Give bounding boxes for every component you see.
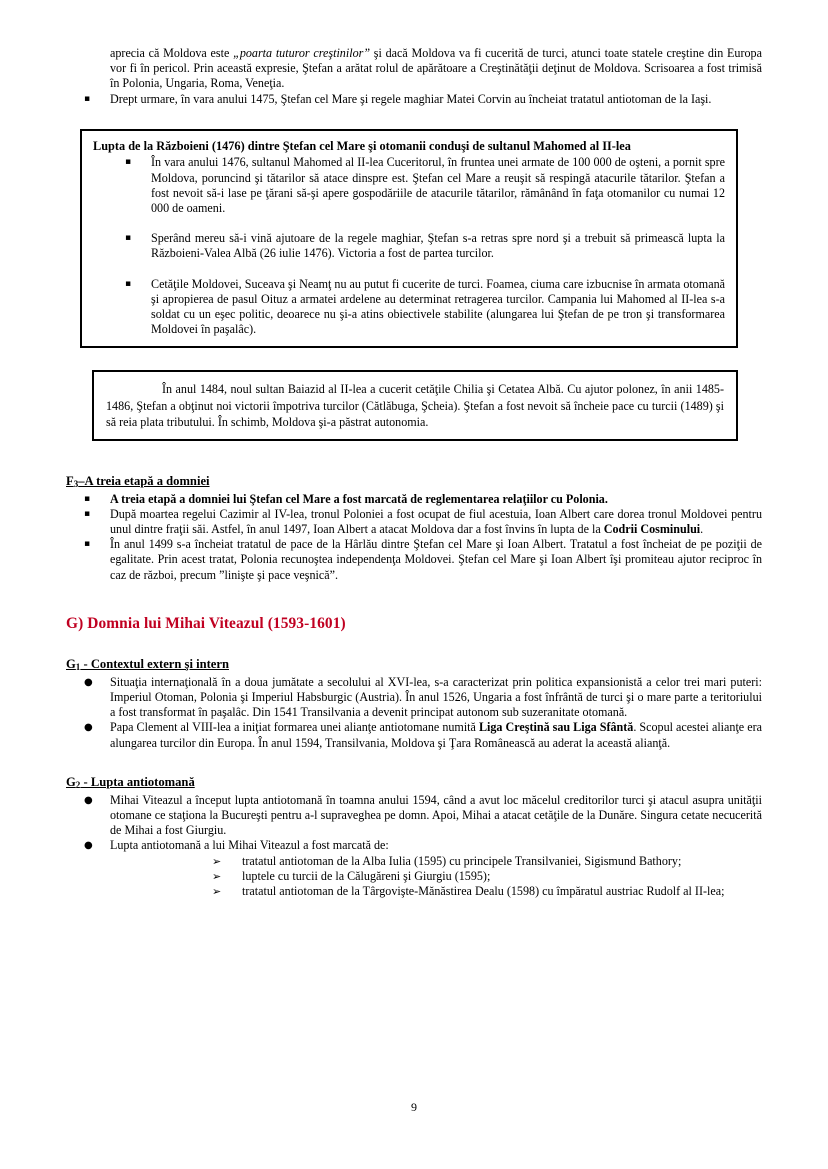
square-bullet-icon: ▪ xyxy=(125,233,132,244)
intro-paragraph xyxy=(110,46,762,92)
spacer xyxy=(66,463,762,472)
section-g2-heading xyxy=(66,774,195,793)
g1-bullet-item-2 xyxy=(66,720,762,750)
intro-paragraph-block xyxy=(110,46,762,92)
box-razboieni-item-1-text: În vara anului 1476, sultanul Mahomed al II-lea Cuceritorul, în fruntea unei armate de 100 000 de oşteni, a pornit spre Moldova, poruncind şi tătarilor să atace dinspre est. Ştefan cel Mare a reuşit să respingă atacurile tătarilor. Ştefan a fost nevoit să-i lase pe ţărani să-şi apere gospodăriile de atacurile tătarilor, rămânând în faţa otomanilor cu numai 12 000 de oameni. xyxy=(151,155,725,215)
f3-bullet-item-1 xyxy=(66,492,762,507)
square-bullet-icon: ▪ xyxy=(84,93,91,104)
f3-bullet-1-text: A treia etapă a domniei lui Ştefan cel Mare a fost marcată de reglementarea relaţiilor cu Polonia. xyxy=(110,491,608,506)
g2-sub-item-3 xyxy=(66,884,762,899)
spacer xyxy=(93,262,725,277)
square-bullet-icon: ▪ xyxy=(125,157,132,168)
box-baiazid xyxy=(92,370,738,440)
g2-bullet-item-1 xyxy=(66,793,762,839)
f3-bullet-2-text-part1: După moartea regelui Cazimir al IV-lea, tronul Poloniei a fost ocupat de fiul acestuia, Ioan Albert care dorea tronul Moldovei pentru unul dintre fraţii săi. Astfel, în anul 1497, Ioan Albert a atacat Moldova dar a fost învins în lupta de la xyxy=(110,506,762,536)
section-g1-heading-rest: - Contextul extern şi intern xyxy=(80,656,229,671)
box-razboieni-item-3 xyxy=(93,277,725,338)
spacer xyxy=(66,107,762,129)
square-bullet-icon: ▪ xyxy=(84,539,91,550)
section-g1-heading-subscript: 1 xyxy=(75,661,81,672)
g2-sub-item-1 xyxy=(66,854,762,869)
intro-quote-italic: „poarta tuturor creştinilor” xyxy=(233,46,371,60)
disc-bullet-icon: ● xyxy=(84,840,93,852)
f3-bullet-item-3 xyxy=(66,537,762,583)
section-f3-heading xyxy=(66,473,210,492)
square-bullet-icon: ▪ xyxy=(84,493,91,504)
f3-bullet-3-text: În anul 1499 s-a încheiat tratatul de pace de la Hârlău dintre Ştefan cel Mare şi Ioan Albert. Tratatul a fost încheiat de pe poziţii de egalitate. Prin acest tratat, Polonia recunoştea independenţa Moldovei. Ştefan cel Mare şi Ioan Albert îşi promiteau ajutor reciproc în caz de război, precum ”linişte şi pace veşnică”. xyxy=(110,537,762,582)
section-g xyxy=(66,614,762,899)
arrow-bullet-icon: ➢ xyxy=(212,884,222,898)
section-f3-heading-subscript: 3 xyxy=(73,478,79,489)
g2-sub-item-1-text: tratatul antiotoman de la Alba Iulia (1595) cu principele Transilvaniei, Sigismund Bathory; xyxy=(242,853,682,868)
section-g-heading: G) Domnia lui Mihai Viteazul (1593-1601) xyxy=(66,614,346,632)
section-g1-heading-prefix: G xyxy=(66,656,76,671)
g2-bullet-2-text: Lupta antiotomană a lui Mihai Viteazul a fost marcată de: xyxy=(110,838,389,853)
box-razboieni-item-3-text: Cetăţile Moldovei, Suceava şi Neamţ nu au putut fi cucerite de turci. Foamea, ciuma care izbucnise în armata otomană şi apropierea de pasul Oituz a armatei ardelene au determinat retragerea turcilor. Campania lui Mahomed al II-lea s-a soldat cu un eşec politic, deoarece nu şi-a atins obiectivele stabilite (alungarea lui Ştefan de pe tron şi transformarea Moldovei în paşalâc). xyxy=(151,276,725,337)
g1-bullet-2-text-part1: Papa Clement al VIII-lea a iniţiat formarea unei alianţe antiotomane numită xyxy=(110,720,479,735)
g1-bullet-item-1 xyxy=(66,675,762,721)
box-razboieni-item-2-text: Sperând mereu să-i vină ajutoare de la regele maghiar, Ştefan s-a retras spre nord şi a trebuit să primească lupta la Războieni-Valea Albă (26 iulie 1476). Victoria a fost de partea turcilor. xyxy=(151,231,725,261)
square-bullet-icon: ▪ xyxy=(84,508,91,519)
section-f3 xyxy=(66,472,762,583)
section-g2-heading-wrap xyxy=(66,773,762,793)
section-g2-heading-subscript: 2 xyxy=(75,779,81,790)
f3-bullet-2-text-bold: Codrii Cosminului xyxy=(603,521,701,536)
intro-bullet-text: Drept urmare, în vara anului 1475, Ştefan cel Mare şi regele maghiar Matei Corvin au încheiat tratatul antiotoman de la Iaşi. xyxy=(110,91,712,106)
section-g2-heading-rest: - Lupta antiotomană xyxy=(80,774,195,789)
spacer xyxy=(66,441,762,463)
disc-bullet-icon: ● xyxy=(84,722,93,734)
box-baiazid-text: În anul 1484, noul sultan Baiazid al II-lea a cucerit cetăţile Chilia şi Cetatea Albă. Cu ajutor polonez, în anii 1485-1486, Ştefan a obţinut noi victorii împotriva turcilor (Cătlăbuga, Şcheia). Ştefan a fost nevoit să încheie pace cu turcii (1489) şi să reia plata tributului. În schimb, Moldova şi-a păstrat autonomia. xyxy=(106,382,724,430)
section-g1-heading-wrap xyxy=(66,655,762,675)
intro-text-part2: şi dacă Moldova va fi cucerită de turci, atunci toate statele creştine din Europa vor fi în pericol. Prin această expresie, Ştefan a arătat rolul de apărătoare a Creştinătăţii deţinut de Moldova. Scrisoarea a fost trimisă în Polonia, Ungaria, Roma, Veneţia. xyxy=(110,46,762,91)
f3-bullet-2-text-part2: . xyxy=(700,521,704,536)
g2-sub-item-3-text: tratatul antiotoman de la Târgovişte-Mănăstirea Dealu (1598) cu împăratul austriac Rudolf al II-lea; xyxy=(242,883,725,898)
box-razboieni-item-1 xyxy=(93,155,725,216)
spacer xyxy=(66,605,762,614)
spacer xyxy=(66,583,762,605)
arrow-bullet-icon: ➢ xyxy=(212,854,222,868)
g2-sub-item-2-text: luptele cu turcii de la Călugăreni şi Giurgiu (1595); xyxy=(242,868,491,883)
disc-bullet-icon: ● xyxy=(84,794,93,806)
section-g1-heading xyxy=(66,656,229,675)
g1-bullet-1-text: Situaţia internaţională în a doua jumătate a secolului al XVI-lea, s-a caracterizat prin politica expansionistă a celor trei mari puteri: Imperiul Otoman, Polonia şi Imperiul Habsburgic (Austria). În anul 1526, Ungaria a fost înfrântă de turci şi o mare parte a teritoriului a fost transformat în paşalâc. Din 1541 Transilvania a devenit principat autonom sub suzeranitate otomană. xyxy=(110,674,762,720)
spacer xyxy=(66,751,762,773)
arrow-bullet-icon: ➢ xyxy=(212,869,222,883)
g2-bullet-item-2 xyxy=(66,838,762,853)
section-g2-heading-prefix: G xyxy=(66,774,76,789)
g1-bullet-2-text-bold: Liga Creştină sau Liga Sfântă xyxy=(478,720,634,735)
spacer xyxy=(93,216,725,231)
page-number: 9 xyxy=(411,1100,417,1114)
disc-bullet-icon: ● xyxy=(84,676,93,688)
box-razboieni xyxy=(80,129,738,349)
section-f3-heading-wrap xyxy=(66,472,762,492)
box-razboieni-title: Lupta de la Războieni (1476) dintre Ştefan cel Mare şi otomanii conduşi de sultanul Mahomed al II-lea xyxy=(93,138,631,153)
f3-bullet-item-2 xyxy=(66,507,762,537)
g2-sub-item-2 xyxy=(66,869,762,884)
box-razboieni-item-2 xyxy=(93,231,725,261)
spacer xyxy=(66,633,762,655)
section-f3-heading-rest: –A treia etapă a domniei xyxy=(78,473,210,488)
section-f3-heading-prefix: F xyxy=(66,473,74,488)
g1-bullet-2-text-part2: . Scopul acestei alianţe era alungarea turcilor din Europa. În anul 1594, Transilvania, Moldova şi Ţara Românească au aderat la această alianţă. xyxy=(110,720,762,750)
intro-bullet-item xyxy=(66,92,762,107)
intro-text-part1: aprecia că Moldova este xyxy=(110,46,234,60)
spacer xyxy=(66,348,762,370)
g2-bullet-1-text: Mihai Viteazul a început lupta antiotomană în toamna anului 1594, când a avut loc măcelul creditorilor turci şi atacul asupra unităţii otomane ce staţiona la Bucureşti pentru a-l supraveghea pe domn. Apoi, Mihai a atacat cetăţile de la Dunăre. Singura cetate necucerită de Mihai a fost Giurgiu. xyxy=(110,792,762,838)
square-bullet-icon: ▪ xyxy=(125,278,132,289)
